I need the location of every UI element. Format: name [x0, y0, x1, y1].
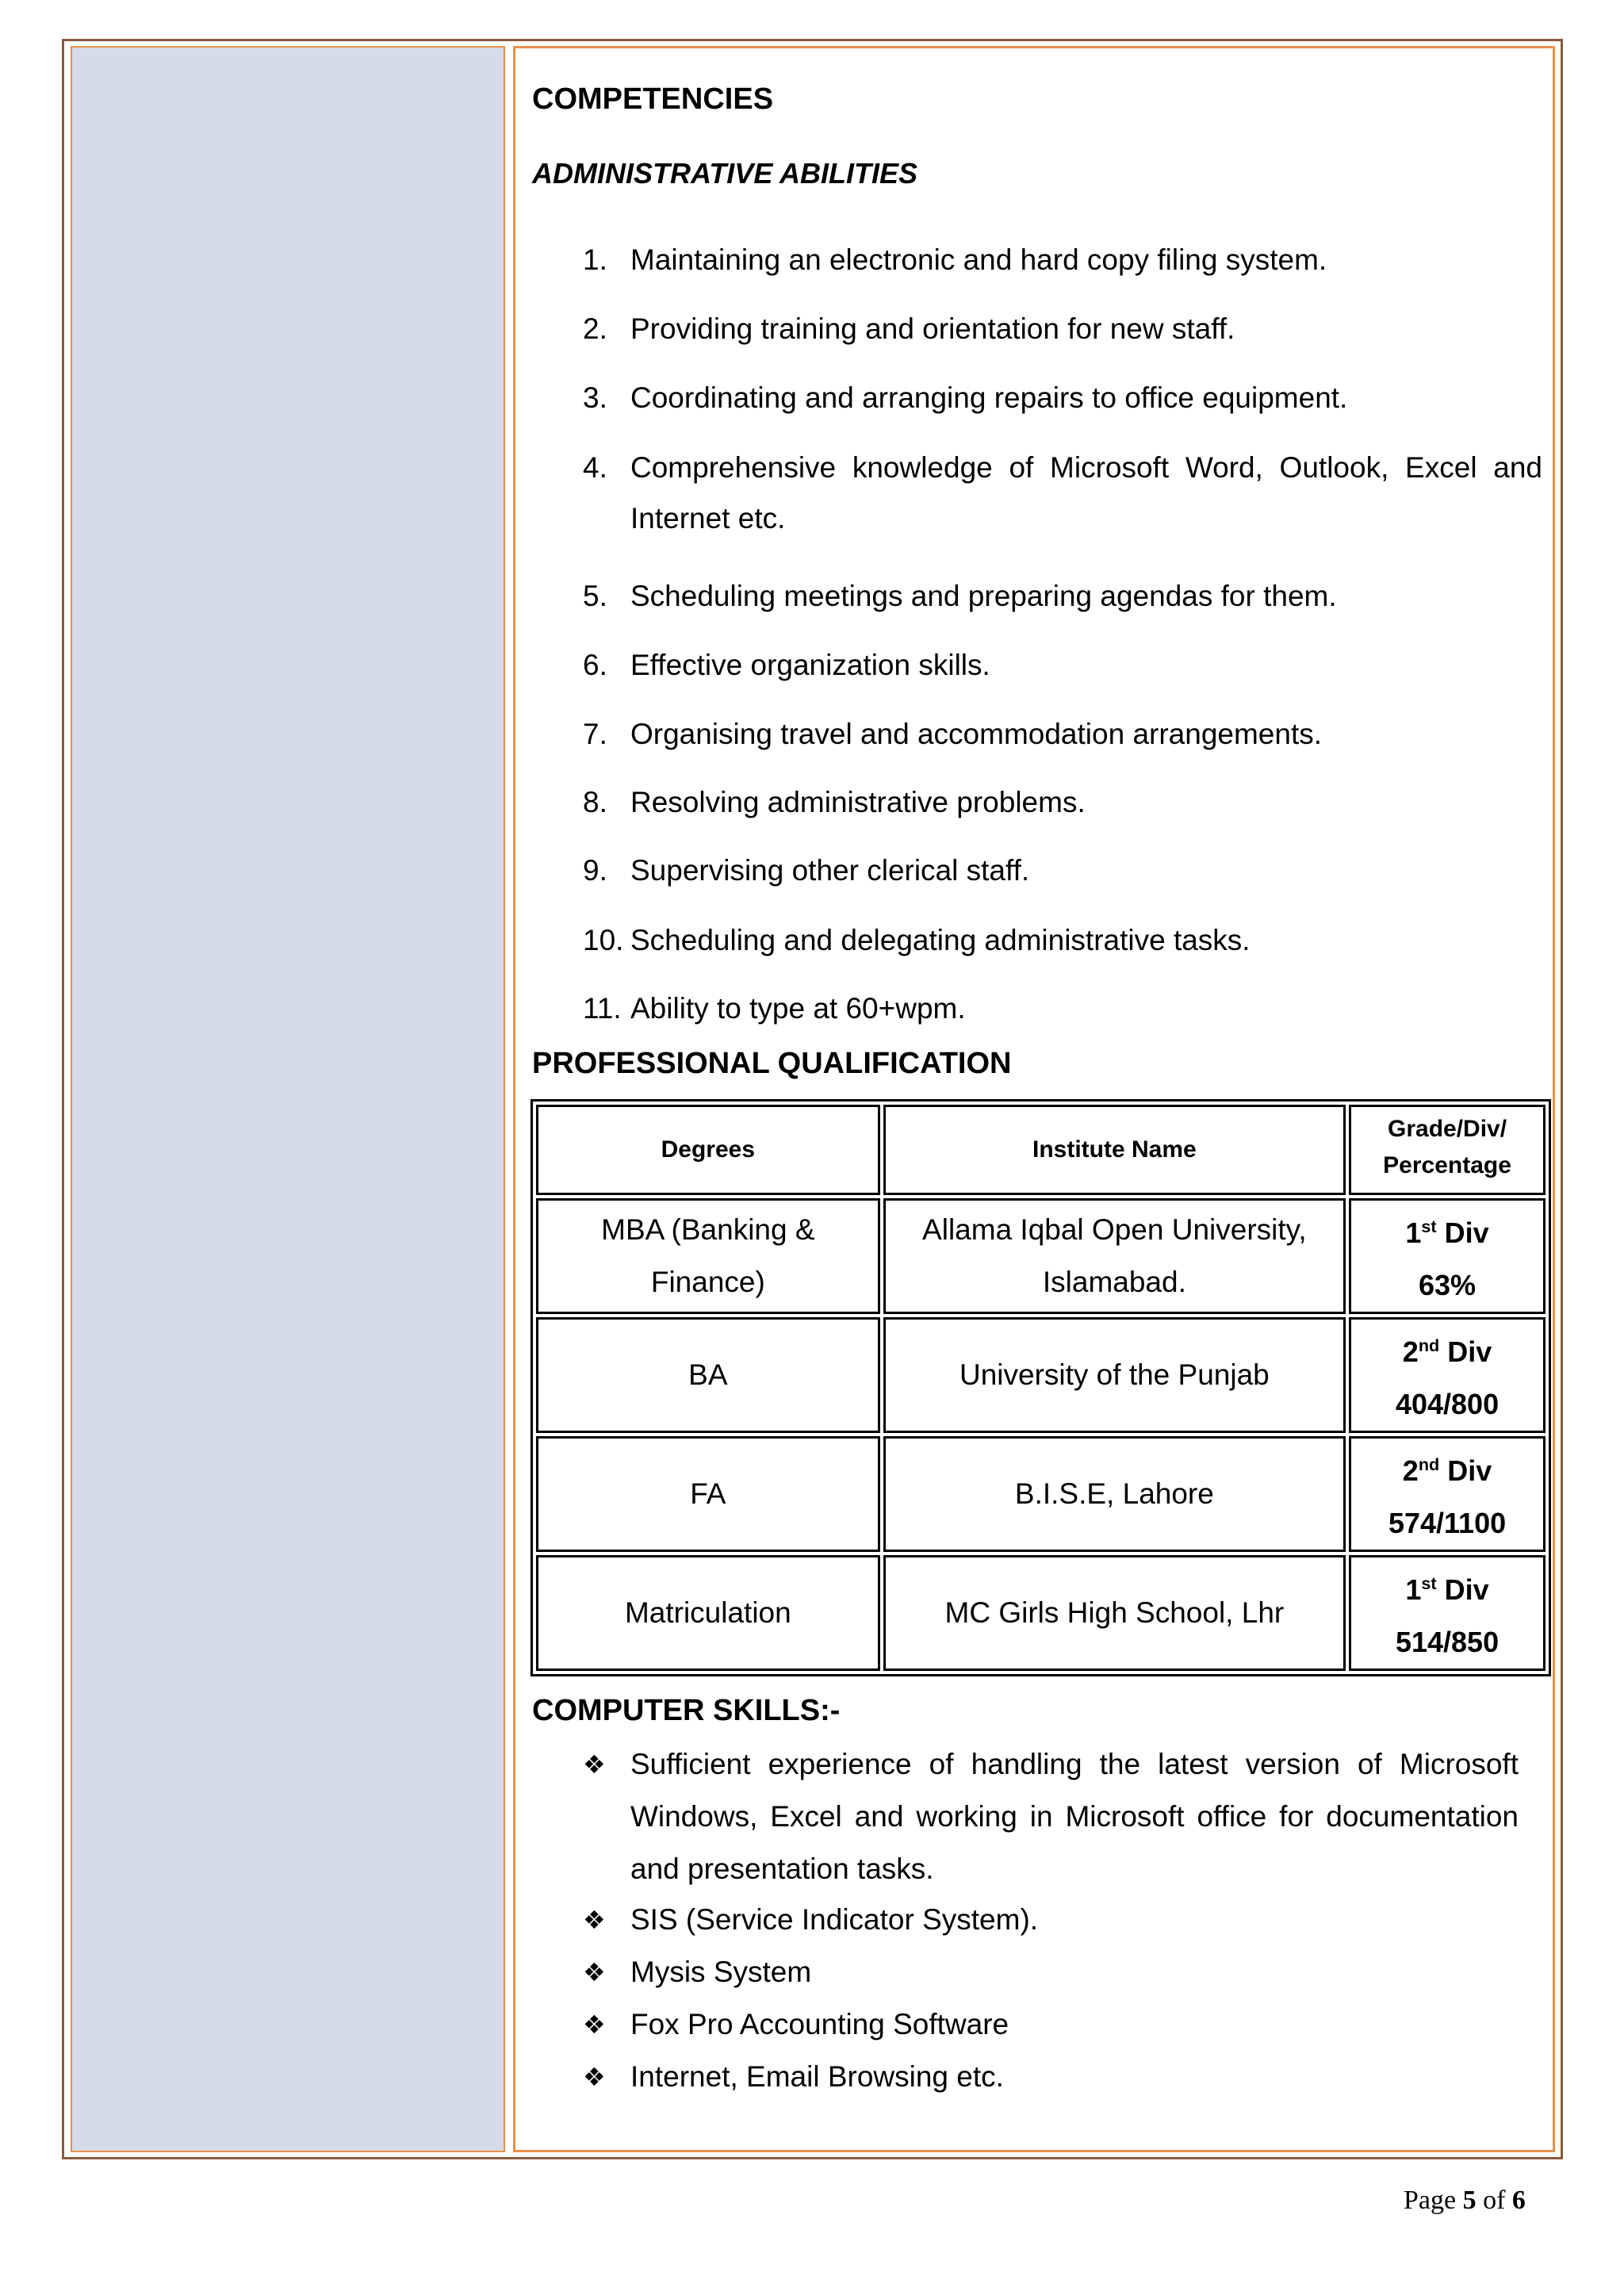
list-item-text: Internet, Email Browsing etc. [630, 2060, 1004, 2093]
grade-cell [1349, 1198, 1545, 1314]
page-prefix: Page [1404, 2186, 1457, 2215]
institute-cell [883, 1436, 1346, 1552]
list-item-text: Providing training and orientation for new staff. [630, 312, 1235, 345]
division-word: Div [1447, 1335, 1492, 1368]
grade-cell [1349, 1555, 1545, 1671]
list-item-number: 2. [583, 312, 607, 345]
division-suffix: nd [1418, 1335, 1440, 1355]
institute-cell [883, 1555, 1346, 1671]
competencies-heading: COMPETENCIES [532, 82, 774, 116]
grade-header [1349, 1105, 1545, 1195]
list-item-number: 9. [583, 854, 607, 887]
institute-line1: University of the Punjab [959, 1358, 1270, 1391]
diamond-bullet-icon: ❖ [583, 2062, 606, 2092]
list-item-text: Scheduling meetings and preparing agendas for them. [630, 580, 1337, 612]
list-item-text: Maintaining an electronic and hard copy filing system. [630, 243, 1327, 276]
division-number: 1 [1405, 1216, 1422, 1249]
page-of: of [1483, 2186, 1506, 2215]
score: 574/1100 [1388, 1507, 1507, 1539]
list-item-number: 3. [583, 381, 607, 414]
score: 404/800 [1395, 1388, 1500, 1420]
institute-line1: MC Girls High School, Lhr [944, 1596, 1285, 1629]
list-item-text: Sufficient experience of handling the latest version of Microsoft Windows, Excel and working in Microsoft office for documentation and presentation tasks. [630, 1748, 1519, 1885]
institute-cell [883, 1198, 1346, 1314]
division [1356, 1557, 1538, 1616]
list-item-text: Coordinating and arranging repairs to office equipment. [630, 381, 1348, 414]
list-item-number: 8. [583, 786, 607, 818]
table-row [536, 1317, 1545, 1433]
list-item-number: 1. [583, 243, 607, 276]
table-row [536, 1198, 1545, 1314]
list-item-text: Comprehensive knowledge of Microsoft Word, Outlook, Excel and Internet etc. [630, 451, 1542, 534]
degrees-header: Degrees [536, 1105, 880, 1195]
division [1356, 1320, 1538, 1378]
list-item-number: 6. [583, 649, 607, 681]
professional-qualification-heading: PROFESSIONAL QUALIFICATION [532, 1047, 1012, 1080]
score: 514/850 [1395, 1626, 1500, 1658]
list-item-text: Scheduling and delegating administrative tasks. [630, 924, 1251, 956]
list-item-text: Effective organization skills. [630, 649, 990, 681]
sidebar-panel [71, 46, 505, 2152]
degree-line2: Finance) [650, 1266, 765, 1298]
division-word: Div [1447, 1454, 1492, 1487]
page-number [1404, 2186, 1526, 2216]
qualification-table [530, 1099, 1551, 1676]
list-item-number: 4. [583, 451, 607, 484]
diamond-bullet-icon: ❖ [583, 2010, 606, 2040]
list-item-number: 10. [583, 924, 624, 956]
computer-skills-heading: COMPUTER SKILLS:- [532, 1694, 841, 1727]
division-number: 2 [1402, 1335, 1419, 1368]
list-item-text: Ability to type at 60+wpm. [630, 992, 966, 1025]
division-word: Div [1444, 1573, 1489, 1606]
institute-line1: Allama Iqbal Open University, [922, 1213, 1307, 1246]
degree-cell [536, 1555, 880, 1671]
grade-cell [1349, 1317, 1545, 1433]
page-current: 5 [1462, 2186, 1477, 2215]
degree-cell [536, 1198, 880, 1314]
list-item-number: 7. [583, 718, 607, 750]
division-suffix: st [1421, 1573, 1437, 1593]
list-item-text: Fox Pro Accounting Software [630, 2008, 1009, 2040]
grade-header-line2: Percentage [1383, 1152, 1511, 1178]
score: 63% [1419, 1269, 1477, 1301]
degree-cell [536, 1317, 880, 1433]
grade-cell [1349, 1436, 1545, 1552]
diamond-bullet-icon: ❖ [583, 1957, 606, 1987]
institute-line2: Islamabad. [1042, 1266, 1186, 1298]
degree-line1: MBA (Banking & [601, 1213, 815, 1246]
list-item-number: 11. [583, 992, 622, 1025]
table-row [536, 1555, 1545, 1671]
administrative-abilities-heading: ADMINISTRATIVE ABILITIES [532, 157, 917, 190]
diamond-bullet-icon: ❖ [583, 1905, 606, 1935]
division-suffix: st [1421, 1216, 1437, 1236]
institute-cell [883, 1317, 1346, 1433]
list-item-text: Resolving administrative problems. [630, 786, 1086, 818]
list-item-text: Organising travel and accommodation arrangements. [630, 718, 1323, 750]
division-number: 1 [1405, 1573, 1422, 1606]
page-total: 6 [1511, 2186, 1526, 2215]
division-suffix: nd [1418, 1454, 1440, 1474]
grade-header-line1: Grade/Div/ [1388, 1116, 1507, 1142]
division [1356, 1201, 1538, 1259]
table-row [536, 1436, 1545, 1552]
list-item-text: SIS (Service Indicator System). [630, 1903, 1039, 1936]
division-word: Div [1444, 1216, 1489, 1249]
list-item-number: 5. [583, 580, 607, 612]
diamond-bullet-icon: ❖ [583, 1749, 606, 1780]
list-item-text: Mysis System [630, 1956, 812, 1988]
degree-line1: Matriculation [624, 1596, 791, 1629]
institute-header: Institute Name [883, 1105, 1346, 1195]
degree-line1: BA [688, 1358, 728, 1391]
division-number: 2 [1402, 1454, 1419, 1487]
list-item-text: Supervising other clerical staff. [630, 854, 1030, 887]
division [1356, 1439, 1538, 1497]
institute-line1: B.I.S.E, Lahore [1014, 1477, 1214, 1510]
table-header-row [536, 1105, 1545, 1195]
degree-cell [536, 1436, 880, 1552]
degree-line1: FA [690, 1477, 726, 1510]
